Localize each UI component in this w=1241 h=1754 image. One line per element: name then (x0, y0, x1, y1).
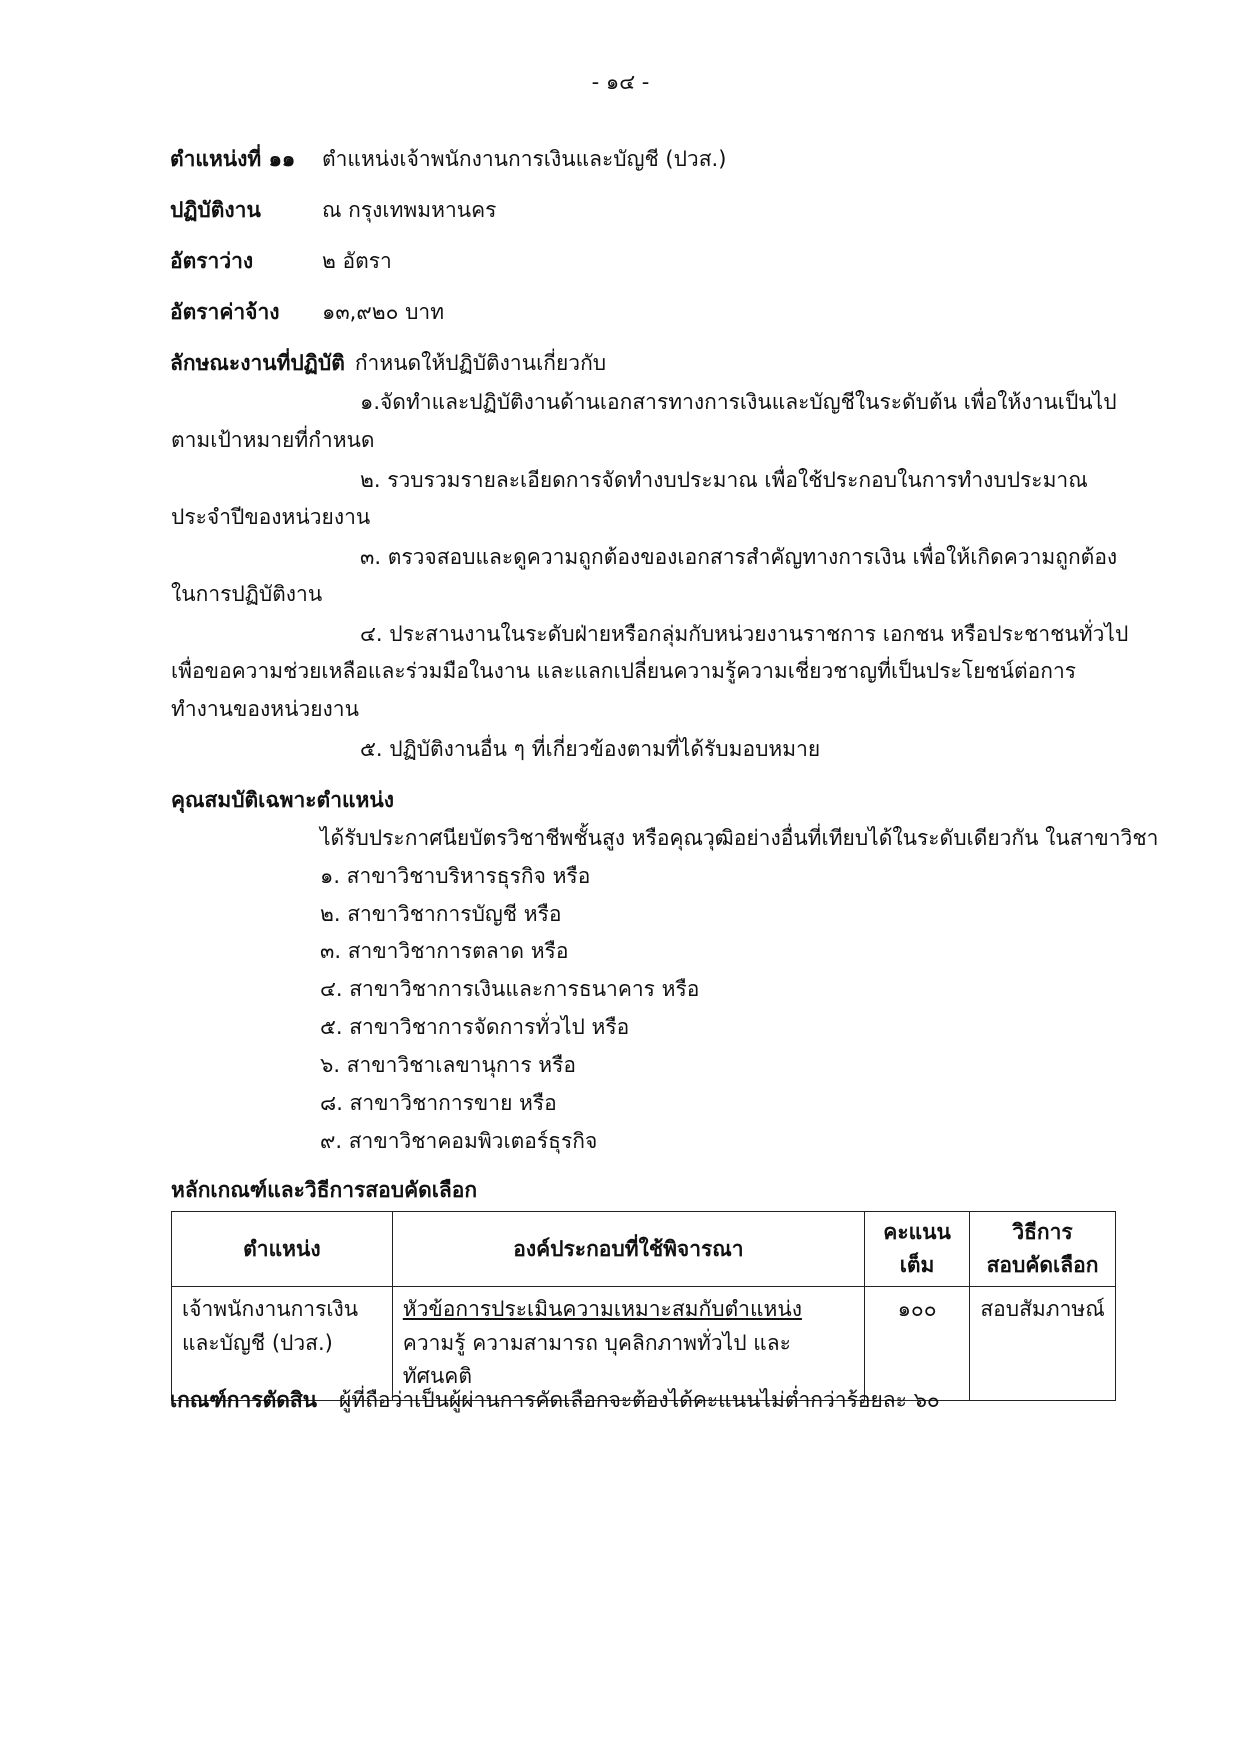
duty-item-4-line-1: ๔. ประสานงานในระดับฝ่ายหรือกลุ่มกับหน่วยงานราชการ เอกชน หรือประชาชนทั่วไป (360, 622, 1129, 646)
major-item: ๕. สาขาวิชาการจัดการทั่วไป หรือ (320, 1015, 630, 1039)
location-value: ณ กรุงเทพมหานคร (322, 198, 497, 222)
decision-text: ผู้ที่ถือว่าเป็นผู้ผ่านการคัดเลือกจะต้องได้คะแนนไม่ต่ำกว่าร้อยละ ๖๐ (339, 1388, 940, 1412)
header-method (970, 1212, 1116, 1287)
salary-label: อัตราค่าจ้าง (170, 300, 280, 324)
duties-intro: กำหนดให้ปฏิบัติงานเกี่ยวกับ (354, 351, 607, 375)
header-score (865, 1212, 970, 1287)
cell-score: ๑๐๐ (865, 1287, 970, 1401)
header-position: ตำแหน่ง (172, 1212, 393, 1287)
cell-position-line-1: เจ้าพนักงานการเงิน (182, 1297, 359, 1321)
decision-field (170, 1384, 940, 1417)
qualifications-intro: ได้รับประกาศนียบัตรวิชาชีพชั้นสูง หรือคุณวุฒิอย่างอื่นที่เทียบได้ในระดับเดียวกัน ในสาขาวิชา (320, 826, 1159, 850)
duty-item-1-line-2: ตามเป้าหมายที่กำหนด (171, 428, 375, 452)
vacancies-label: อัตราว่าง (170, 249, 254, 273)
duty-item-3-line-1: ๓. ตรวจสอบและดูความถูกต้องของเอกสารสำคัญทางการเงิน เพื่อให้เกิดความถูกต้อง (360, 545, 1118, 569)
vacancies-field (170, 245, 392, 278)
major-item: ๑. สาขาวิชาบริหารธุรกิจ หรือ (320, 864, 591, 888)
position-field (170, 143, 726, 176)
major-item: ๓. สาขาวิชาการตลาด หรือ (320, 939, 569, 963)
major-item: ๙. สาขาวิชาคอมพิวเตอร์ธุรกิจ (320, 1129, 598, 1153)
criteria-table (171, 1211, 1116, 1401)
table-header-row (172, 1212, 1116, 1287)
header-method-line-1: วิธีการ (1012, 1220, 1073, 1244)
header-score-line-2: เต็ม (899, 1253, 935, 1277)
salary-value: ๑๓,๙๒๐ บาท (322, 300, 445, 324)
position-label: ตำแหน่งที่ ๑๑ (170, 147, 296, 171)
qualifications-heading: คุณสมบัติเฉพาะตำแหน่ง (171, 788, 394, 812)
major-item: ๒. สาขาวิชาการบัญชี หรือ (320, 902, 562, 926)
location-label: ปฏิบัติงาน (170, 198, 261, 222)
major-item: ๘. สาขาวิชาการขาย หรือ (320, 1091, 557, 1115)
duty-item-4-line-3: ทำงานของหน่วยงาน (171, 697, 359, 721)
criteria-heading: หลักเกณฑ์และวิธีการสอบคัดเลือก (171, 1178, 478, 1202)
cell-method: สอบสัมภาษณ์ (970, 1287, 1116, 1401)
header-components: องค์ประกอบที่ใช้พิจารณา (392, 1212, 864, 1287)
header-method-line-2: สอบคัดเลือก (986, 1253, 1099, 1277)
duty-item-2-line-2: ประจำปีของหน่วยงาน (171, 505, 371, 529)
duty-item-2-line-1: ๒. รวบรวมรายละเอียดการจัดทำงบประมาณ เพื่อใช้ประกอบในการทำงบประมาณ (360, 468, 1088, 492)
duties-label: ลักษณะงานที่ปฏิบัติ (170, 351, 345, 375)
component-detail: ความรู้ ความสามารถ บุคลิกภาพทั่วไป และทัศนคติ (402, 1330, 791, 1389)
component-title: หัวข้อการประเมินความเหมาะสมกับตำแหน่ง (402, 1297, 802, 1321)
salary-field (170, 296, 444, 329)
location-field (170, 194, 496, 227)
position-value: ตำแหน่งเจ้าพนักงานการเงินและบัญชี (ปวส.) (322, 147, 727, 171)
header-score-line-1: คะแนน (883, 1220, 951, 1244)
page-number: - ๑๔ - (591, 70, 650, 94)
vacancies-value: ๒ อัตรา (322, 249, 392, 273)
cell-position-line-2: และบัญชี (ปวส.) (182, 1330, 333, 1355)
duty-item-5: ๕. ปฏิบัติงานอื่น ๆ ที่เกี่ยวข้องตามที่ได้รับมอบหมาย (360, 737, 821, 761)
duty-item-3-line-2: ในการปฏิบัติงาน (171, 582, 323, 606)
duty-item-1-line-1: ๑.จัดทำและปฏิบัติงานด้านเอกสารทางการเงินและบัญชีในระดับต้น เพื่อให้งานเป็นไป (360, 390, 1117, 414)
decision-label: เกณฑ์การตัดสิน (170, 1388, 318, 1412)
duty-item-4-line-2: เพื่อขอความช่วยเหลือและร่วมมือในงาน และแลกเปลี่ยนความรู้ความเชี่ยวชาญที่เป็นประโยชน์ต่อการ (171, 659, 1077, 683)
duties-heading (170, 347, 606, 380)
major-item: ๔. สาขาวิชาการเงินและการธนาคาร หรือ (320, 977, 700, 1001)
major-item: ๖. สาขาวิชาเลขานุการ หรือ (320, 1053, 577, 1077)
